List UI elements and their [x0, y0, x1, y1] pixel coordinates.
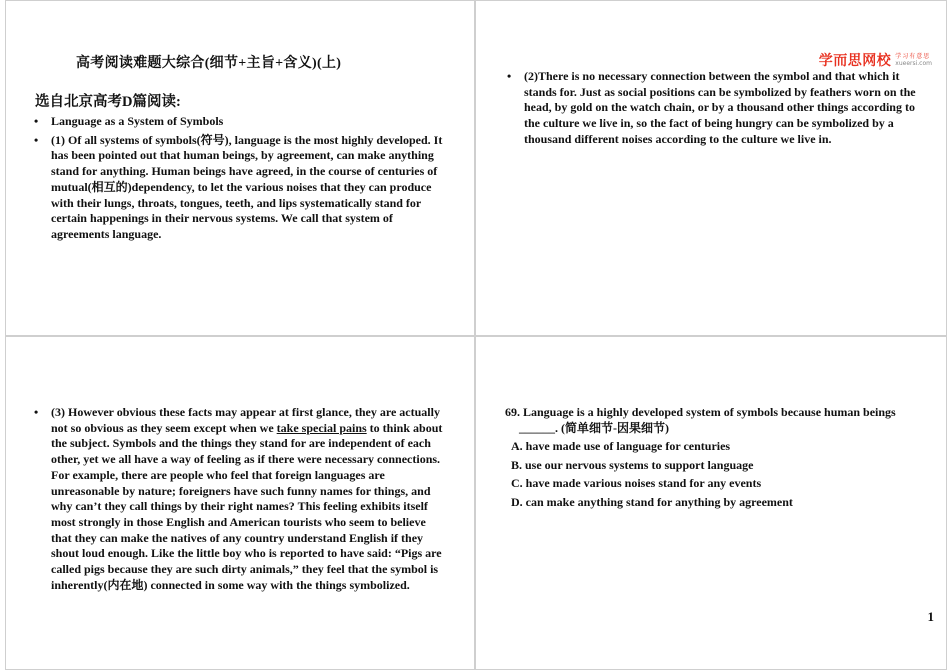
- slide1-bullets: [34, 114, 446, 246]
- option-a: A. have made use of language for centuries: [511, 439, 731, 453]
- slide-2: [475, 0, 947, 336]
- page-number: 1: [927, 609, 934, 624]
- answer-options: [511, 439, 793, 513]
- paragraph-2: • (2)There is no necessary connection between the symbol and that which it stands for. Just as social positions can be symbolized by feathers worn on the head, by gold on the watch chain, or by a thousand other things according to the culture we live in, so the fact of being hungry can be symbolized by a thousand different noises according to the culture we live in.: [507, 69, 921, 148]
- xueersi-logo: [819, 50, 932, 70]
- paragraph-1: • (1) Of all systems of symbols(符号), language is the most highly developed. It has been pointed out that human beings, by agreement, can make anything stand for anything. Human beings have agreed, in the course of centuries of mutual(相互的)dependency, to let the various noises that they can produce with their lungs, throats, tongues, teeth, and lips systematically stand for certain happenings in their nervous systems. We call that system of agreements language.: [34, 133, 446, 243]
- slide-3: [5, 336, 475, 670]
- question-69: [505, 405, 905, 436]
- option-c: C. have made various noises stand for any events: [511, 476, 762, 490]
- underlined-phrase: take special pains: [276, 420, 367, 435]
- slide3-bullets: [34, 405, 446, 596]
- option-d: D. can make anything stand for anything by agreement: [511, 494, 793, 509]
- question-text: 69. Language is a highly developed system of symbols because human beings ______. (简单细节-因果细节): [505, 405, 896, 435]
- logo-slogan: 学习有意思: [895, 52, 931, 60]
- slide2-bullets: [507, 69, 921, 151]
- slide-1: [5, 0, 475, 336]
- source-subtitle: 选自北京高考D篇阅读:: [35, 94, 181, 110]
- option-b: B. use our nervous systems to support language: [511, 457, 754, 472]
- logo-text: 学而思网校: [818, 53, 892, 69]
- slide-4: [475, 336, 947, 670]
- slide-title: 高考阅读难题大综合(细节+主旨+含义)(上): [76, 56, 342, 71]
- paragraph-3: • (3) However obvious these facts may appear at first glance, they are actually not so obvious as they seem except when we take special pains to think about the subject. Symbols and the things they stand for are independent of each other, yet we all have a way of feeling as if there were necessary connections. For example, there are people who feel that foreign languages are unreasonable by nature; foreigners have such funny names for things, and why can’t they call things by their right names? This feeling exhibits itself most strongly in those English and American tourists who seem to believe that they can make the natives of any country understand English if they shout loud enough. Like the little boy who is reported to have said: “Pigs are called pigs because they are such dirty animals,” they feel that the symbol is inherently(内在地) connected in some way with the things symbolized.: [34, 405, 446, 593]
- bullet-heading: • Language as a System of Symbols: [34, 114, 446, 130]
- logo-url: xueersi.com: [895, 59, 932, 67]
